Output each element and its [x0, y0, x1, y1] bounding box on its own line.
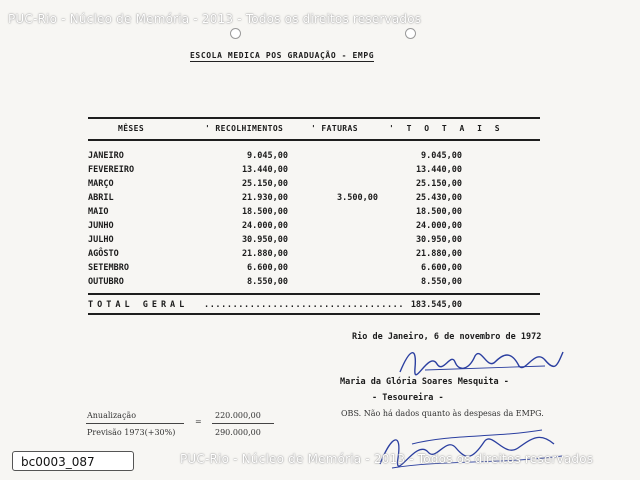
monthly-table — [88, 151, 488, 291]
archive-id-label: bc0003_087 — [12, 451, 134, 471]
cell-totais: 21.880,00 — [415, 249, 462, 259]
signer-role: - Tesoureira - — [372, 393, 444, 403]
cell-recolhimentos: 18.500,00 — [241, 207, 288, 217]
cell-totais: 30.950,00 — [415, 235, 462, 245]
cell-totais: 25.150,00 — [415, 179, 462, 189]
table-row — [88, 207, 488, 221]
annualization-label: Anualização — [87, 411, 137, 420]
header-totais: ' T O T A I S — [389, 124, 504, 133]
document-title-text: ESCOLA MEDICA POS GRADUAÇÃO - EMPG — [190, 51, 375, 60]
punch-hole-left — [230, 28, 241, 39]
punch-hole-right — [405, 28, 416, 39]
cell-recolhimentos: 8.550,00 — [247, 277, 288, 287]
cell-faturas: 3.500,00 — [337, 193, 378, 203]
cell-recolhimentos: 30.950,00 — [241, 235, 288, 245]
table-row — [88, 221, 488, 235]
forecast-value: 290.000,00 — [215, 428, 261, 437]
annualization-equals: = — [195, 417, 202, 426]
cell-mes: JANEIRO — [88, 151, 124, 161]
cell-totais: 6.600,00 — [421, 263, 462, 273]
cell-mes: JUNHO — [88, 221, 114, 231]
cell-totais: 18.500,00 — [415, 207, 462, 217]
cell-mes: SETEMBRO — [88, 263, 129, 273]
header-faturas: ' FATURAS — [311, 124, 358, 133]
cell-totais: 8.550,00 — [421, 277, 462, 287]
cell-recolhimentos: 24.000,00 — [241, 221, 288, 231]
cell-mes: AGÔSTO — [88, 249, 119, 259]
cell-recolhimentos: 6.600,00 — [247, 263, 288, 273]
table-row — [88, 151, 488, 165]
header-meses: MÊSES — [118, 124, 145, 133]
header-recolhimentos: ' RECOLHIMENTOS — [205, 124, 284, 133]
table-row — [88, 165, 488, 179]
cell-totais: 24.000,00 — [415, 221, 462, 231]
document-title — [190, 51, 374, 60]
cell-mes: MAIO — [88, 207, 109, 217]
cell-recolhimentos: 21.930,00 — [241, 193, 288, 203]
grand-total-label: TOTAL GERAL — [88, 300, 189, 310]
table-row — [88, 249, 488, 263]
cell-mes: ABRIL — [88, 193, 114, 203]
cell-mes: MARÇO — [88, 179, 114, 189]
signature-mark-lower — [372, 424, 572, 474]
cell-mes: OUTUBRO — [88, 277, 124, 287]
total-bottom-rule — [88, 313, 540, 315]
obs-note: OBS. Não há dados quanto às despesas da EMPG. — [341, 409, 544, 418]
cell-totais: 25.430,00 — [415, 193, 462, 203]
table-top-rule — [88, 117, 540, 119]
grand-total-value: 183.545,00 — [410, 300, 462, 310]
cell-recolhimentos: 9.045,00 — [247, 151, 288, 161]
table-row — [88, 277, 488, 291]
annualization-value: 220.000,00 — [215, 411, 261, 420]
cell-totais: 13.440,00 — [415, 165, 462, 175]
cell-recolhimentos: 13.440,00 — [241, 165, 288, 175]
table-row — [88, 235, 488, 249]
cell-mes: JULHO — [88, 235, 114, 245]
annualization-rule — [86, 423, 184, 424]
cell-recolhimentos: 21.880,00 — [241, 249, 288, 259]
cell-recolhimentos: 25.150,00 — [241, 179, 288, 189]
table-row — [88, 179, 488, 193]
signature-mark — [395, 340, 565, 380]
total-top-rule — [88, 293, 540, 295]
place-date: Rio de Janeiro, 6 de novembro de 1972 — [352, 332, 542, 342]
signer-name: Maria da Glória Soares Mesquita - — [340, 377, 509, 387]
cell-mes: FEVEREIRO — [88, 165, 135, 175]
forecast-label: Previsão 1973(+30%) — [87, 428, 176, 437]
watermark-top: PUC-Rio - Núcleo de Memória - 2013 - Todos os direitos reservados — [8, 12, 422, 26]
grand-total-leader: ................................... — [204, 300, 405, 310]
table-row — [88, 193, 488, 207]
table-header-rule — [88, 139, 540, 141]
annualization-value-rule — [212, 423, 274, 424]
cell-totais: 9.045,00 — [421, 151, 462, 161]
watermark-bottom: PUC-Rio - Núcleo de Memória - 2013 - Todos os direitos reservados — [180, 452, 594, 466]
table-row — [88, 263, 488, 277]
